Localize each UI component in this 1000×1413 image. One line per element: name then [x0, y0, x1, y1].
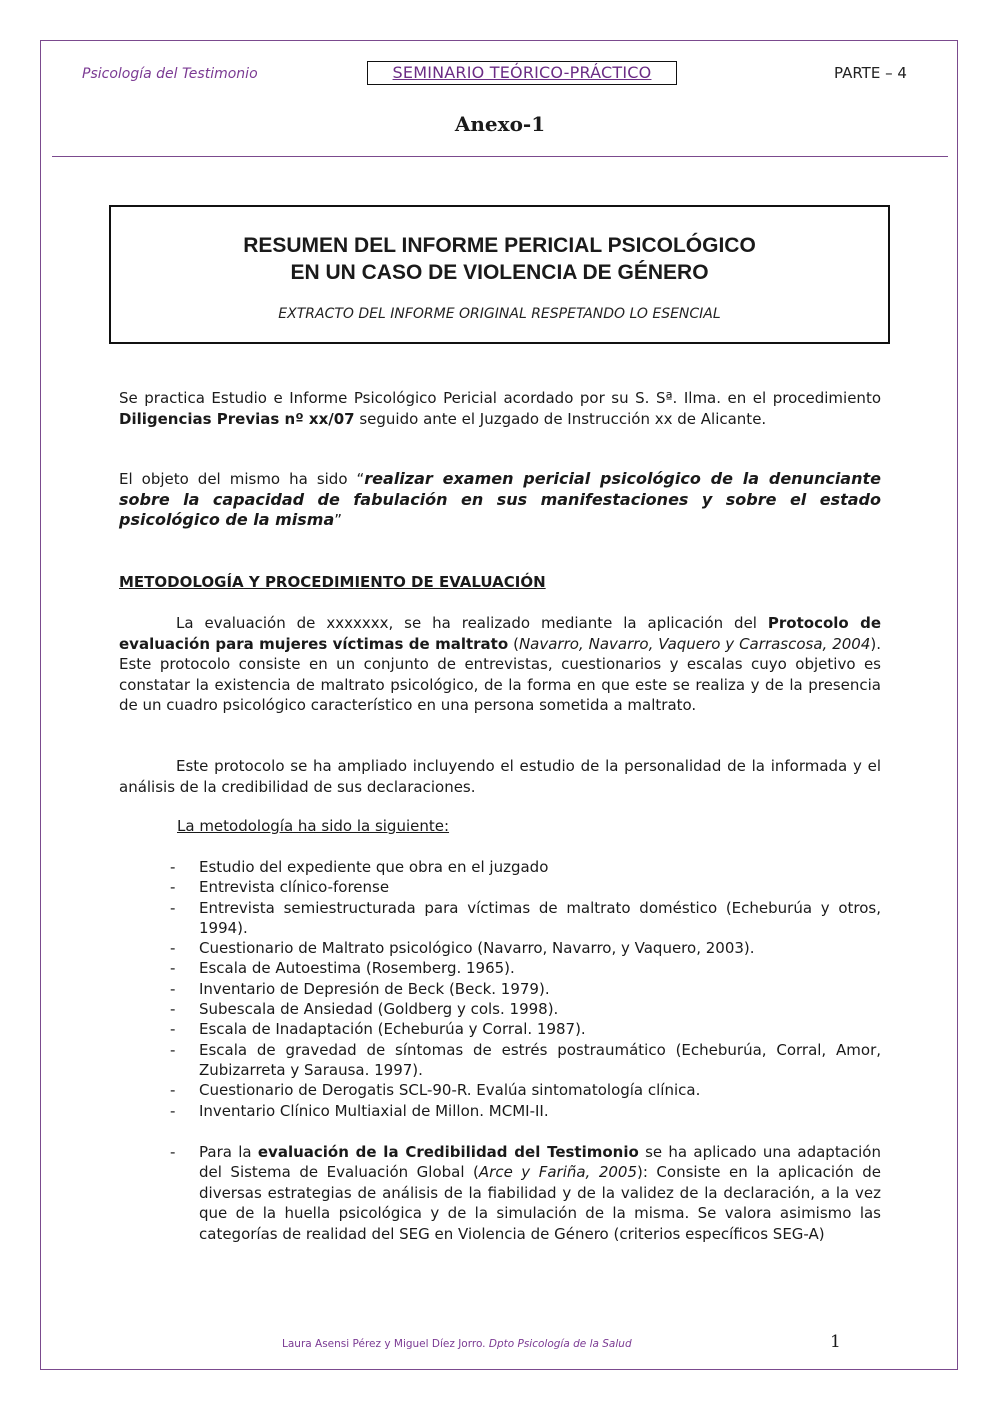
list-item-text: Escala de gravedad de síntomas de estrés postraumático (Echeburúa, Corral, Amor, Zubizarreta y Sarausa. 1997). [199, 1040, 881, 1079]
text: seguido ante el Juzgado de Instrucción xx de Alicante. [354, 409, 767, 428]
paragraph-methodology [119, 613, 881, 716]
footer-department: Dpto Psicología de la Salud [488, 1338, 632, 1350]
list-item [170, 979, 881, 999]
header-title: SEMINARIO TEÓRICO-PRÁCTICO [367, 61, 677, 85]
list-item-text: Escala de Inadaptación (Echeburúa y Corral. 1987). [199, 1020, 586, 1039]
bold-italic-text: realizar examen pericial psicológico de la denunciante sobre la capacidad de fabulación en sus manifestaciones y sobre el estado psicológico de la misma [119, 469, 881, 529]
page-number: 1 [830, 1332, 841, 1352]
list-item-text: Cuestionario de Derogatis SCL-90-R. Evalúa sintomatología clínica. [199, 1081, 701, 1100]
list-item-text: Entrevista clínico-forense [199, 878, 390, 897]
header-divider [52, 156, 948, 157]
bullet: - [170, 1101, 176, 1120]
annex-title: Anexo-1 [454, 112, 546, 136]
list-item-text: Cuestionario de Maltrato psicológico (Navarro, Navarro, y Vaquero, 2003). [199, 939, 755, 958]
text: Para la [199, 1143, 258, 1161]
paragraph-objective [119, 469, 881, 531]
list-item-text: Escala de Autoestima (Rosemberg. 1965). [199, 959, 515, 978]
footer-names: Laura Asensi Pérez y Miguel Díez Jorro. [282, 1338, 489, 1350]
methods-list [170, 857, 881, 1121]
list-item [170, 877, 881, 897]
list-item [170, 958, 881, 978]
list-item [170, 898, 881, 939]
italic-citation: Navarro, Navarro, Vaquero y Carrascosa, 2004 [518, 634, 871, 653]
bold-text: Protocolo de evaluación para mujeres víctimas de maltrato [119, 614, 882, 653]
italic-citation: Arce y Fariña, 2005 [478, 1163, 638, 1182]
text: El objeto del mismo ha sido “ [119, 470, 365, 488]
header-left: Psicología del Testimonio [82, 66, 258, 82]
bullet: - [170, 979, 176, 998]
list-item [170, 857, 881, 877]
bullet: - [170, 858, 176, 876]
bullet: - [170, 1040, 176, 1059]
text: La evaluación de xxxxxxx, se ha realizado mediante la aplicación del [176, 614, 768, 632]
bullet: - [170, 1020, 176, 1039]
credibility-text [170, 1142, 881, 1244]
list-item [170, 938, 881, 958]
text: ): Consiste en la aplicación de diversas estrategias de análisis de la fiabilidad y de la validez de la declaración, a la vez que de la huella psicológica y de la simulación de la misma. Se valora asimismo las categorías de realidad del SEG en Violencia de Género (criterios específicos SEG-A) [199, 1163, 881, 1243]
paragraph-extension: Este protocolo se ha ampliado incluyendo el estudio de la personalidad de la informada y el análisis de la credibilidad de sus declaraciones. [119, 757, 881, 796]
title-line-2: EN UN CASO DE VIOLENCIA DE GÉNERO [290, 261, 709, 284]
list-item-text: Estudio del expediente que obra en el juzgado [199, 858, 549, 876]
text: se ha aplicado una adaptación del Sistema de Evaluación Global ( [199, 1143, 881, 1182]
text: ” [334, 511, 343, 529]
list-item [170, 1040, 881, 1081]
credibility-item [170, 1142, 881, 1244]
title-line-1: RESUMEN DEL INFORME PERICIAL PSICOLÓGICO [243, 234, 756, 257]
header-part: PARTE – 4 [834, 64, 907, 82]
list-lead: La metodología ha sido la siguiente: [177, 817, 450, 835]
bullet: - [170, 1143, 176, 1161]
list-item-text: Inventario de Depresión de Beck (Beck. 1979). [199, 979, 550, 998]
list-item-text: Entrevista semiestructurada para víctimas de maltrato doméstico (Echeburúa y otros, 1994). [199, 898, 881, 937]
bullet: - [170, 959, 176, 978]
title-box [109, 205, 890, 344]
list-item [170, 1080, 881, 1100]
bullet: - [170, 939, 176, 958]
list-item [170, 1019, 881, 1039]
list-item [170, 1101, 881, 1121]
bullet: - [170, 898, 176, 917]
bold-text: Diligencias Previas nº xx/07 [119, 409, 355, 428]
footer-authors [282, 1338, 632, 1350]
bullet: - [170, 878, 176, 897]
list-item-text: Subescala de Ansiedad (Goldberg y cols. 1998). [199, 1000, 559, 1019]
text: ). Este protocolo consiste en un conjunto de entrevistas, cuestionarios y escalas cuyo objetivo es constatar la existencia de maltrato psicológico, de la forma en que este se realiza y de la presencia de un cuadro psicológico característico en una persona sometida a maltrato. [119, 634, 882, 714]
text: Se practica Estudio e Informe Psicológico Pericial acordado por su S. Sª. Ilma. en el procedimiento [119, 389, 881, 407]
bullet: - [170, 1081, 176, 1100]
text: ( [508, 634, 519, 653]
title-subtitle: EXTRACTO DEL INFORME ORIGINAL RESPETANDO LO ESENCIAL [278, 306, 721, 322]
list-item-text: Inventario Clínico Multiaxial de Millon. MCMI-II. [199, 1101, 549, 1120]
document-title [111, 232, 888, 286]
paragraph-intro [119, 388, 881, 429]
list-item [170, 999, 881, 1019]
bullet: - [170, 1000, 176, 1019]
bold-text: evaluación de la Credibilidad del Testimonio [257, 1143, 639, 1161]
section-heading: METODOLOGÍA Y PROCEDIMIENTO DE EVALUACIÓN [119, 573, 546, 591]
